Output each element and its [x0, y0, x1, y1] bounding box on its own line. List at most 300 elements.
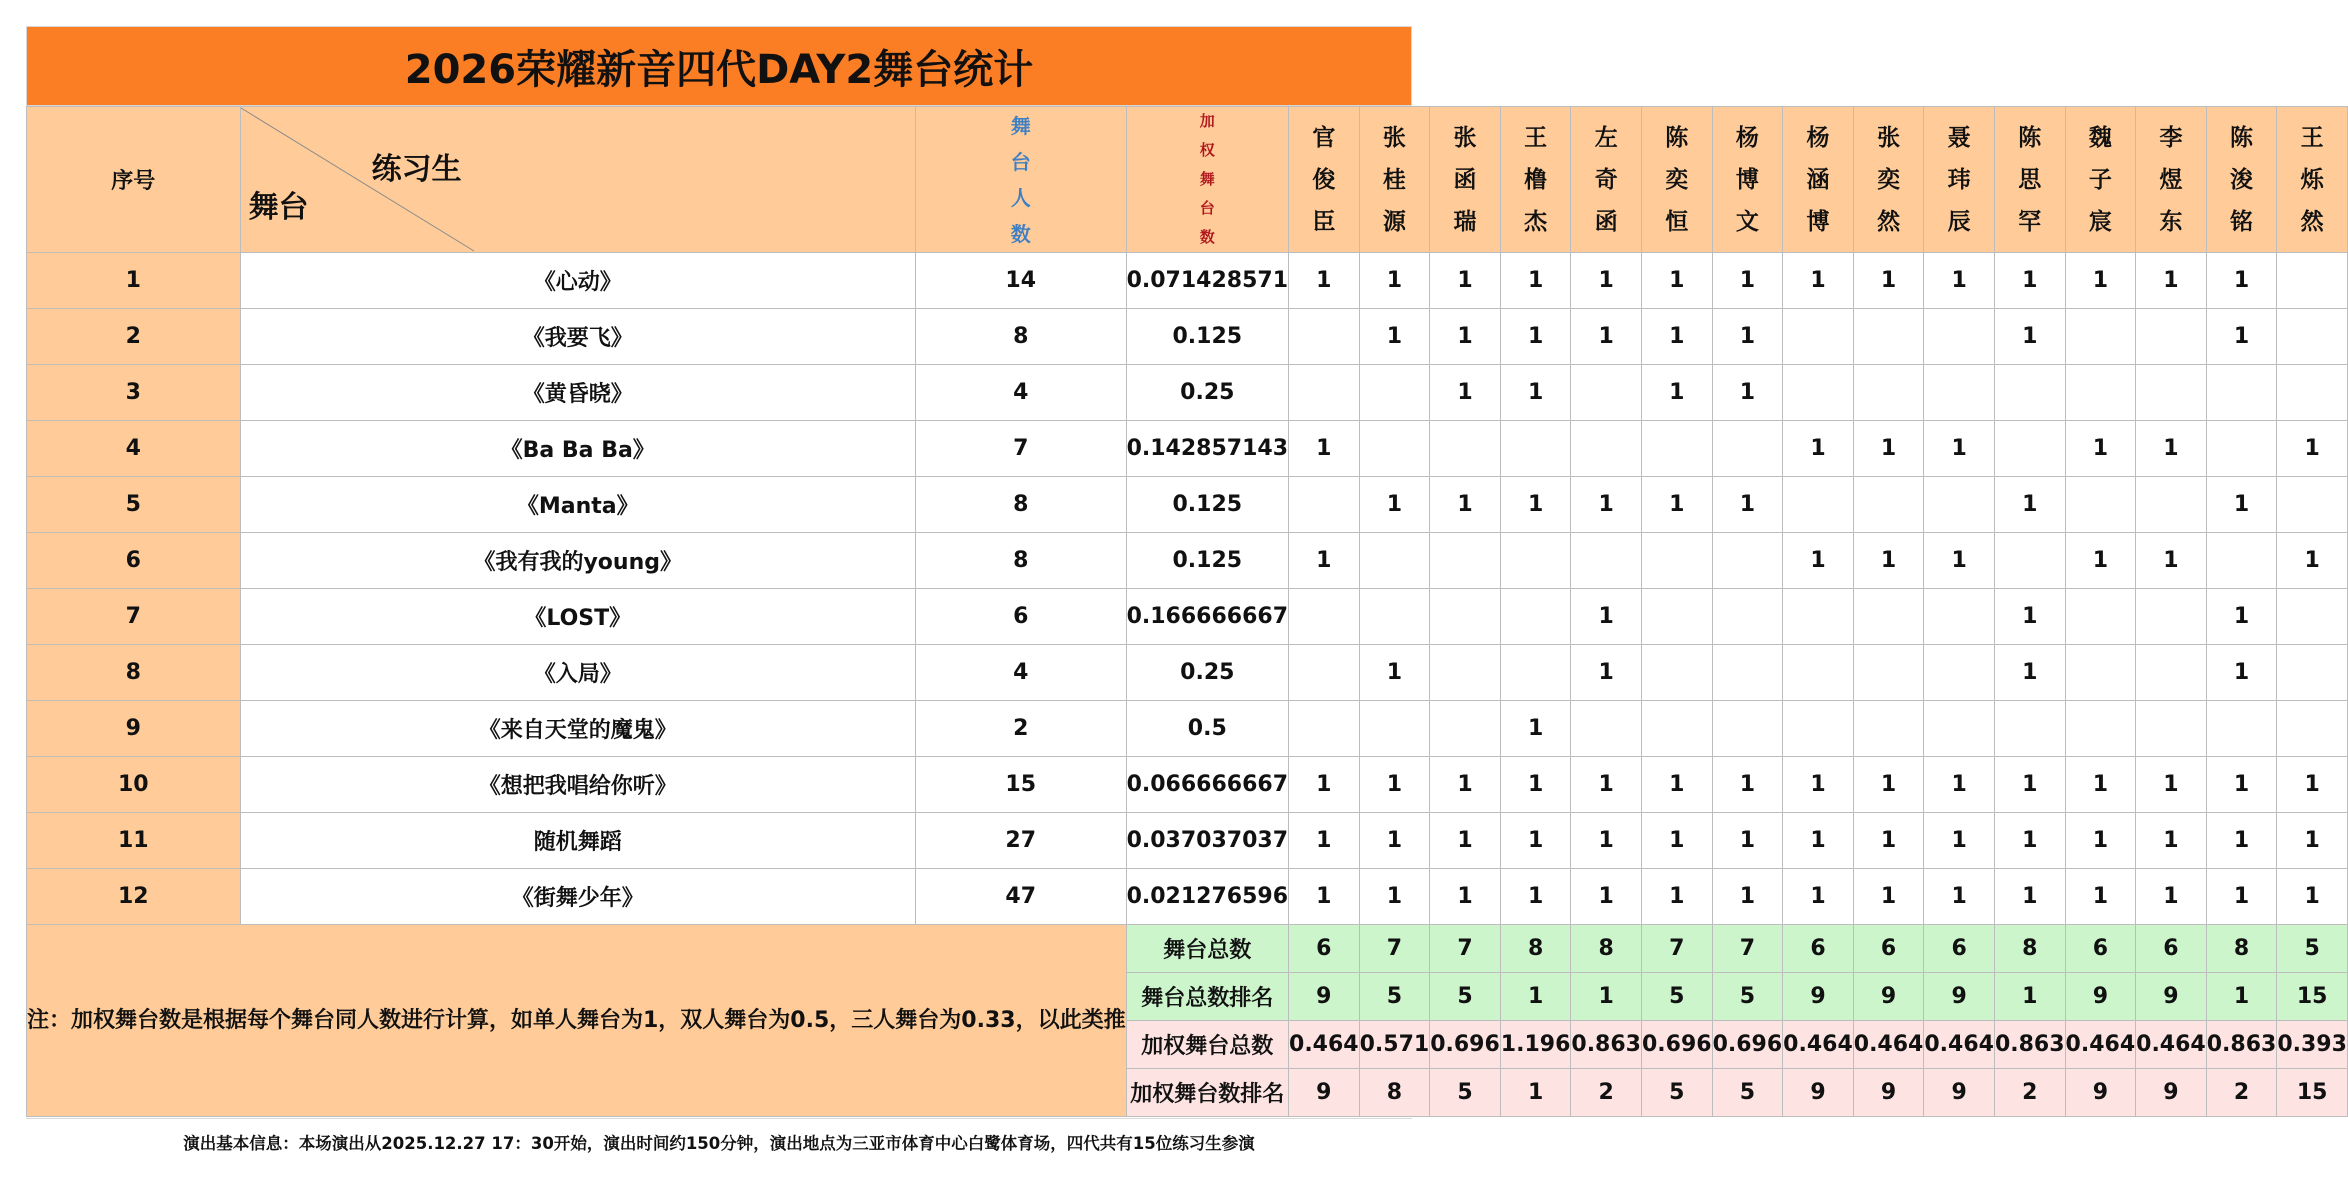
table-row — [27, 869, 2348, 925]
participation-cell: 1 — [1430, 309, 1501, 365]
trainee-name: 王烁然 — [2300, 124, 2324, 235]
participation-cell: 1 — [2277, 813, 2348, 869]
participation-cell: 1 — [2065, 421, 2136, 477]
participation-cell: 1 — [2206, 645, 2277, 701]
summary-value: 7 — [1359, 925, 1430, 973]
participation-cell — [1430, 645, 1501, 701]
trainee-name: 王橹杰 — [1524, 124, 1548, 235]
participation-cell: 1 — [1712, 813, 1783, 869]
participation-cell — [1500, 421, 1571, 477]
participation-cell — [1853, 365, 1924, 421]
participation-cell — [1289, 589, 1360, 645]
participation-cell — [2065, 477, 2136, 533]
summary-value: 9 — [1783, 1069, 1854, 1117]
participation-cell: 1 — [1641, 477, 1712, 533]
summary-value: 6 — [2136, 925, 2207, 973]
summary-value: 6 — [1783, 925, 1854, 973]
summary-value: 5 — [1430, 973, 1501, 1021]
participation-cell: 1 — [1994, 477, 2065, 533]
participation-cell: 1 — [2065, 533, 2136, 589]
participation-cell — [2206, 421, 2277, 477]
stage-name: 《入局》 — [240, 645, 915, 701]
participation-cell: 1 — [2136, 869, 2207, 925]
table-row — [27, 533, 2348, 589]
participation-cell — [1571, 701, 1642, 757]
summary-value: 7 — [1641, 925, 1712, 973]
sheet-title: 2026荣耀新音四代DAY2舞台统计 — [26, 26, 1412, 106]
participation-cell — [1783, 365, 1854, 421]
participation-cell: 1 — [1430, 477, 1501, 533]
stage-name: 《黄昏晓》 — [240, 365, 915, 421]
weighted-stage-value: 0.071428571 — [1126, 253, 1288, 309]
participation-cell: 1 — [1359, 869, 1430, 925]
table-row — [27, 701, 2348, 757]
participation-cell — [1783, 701, 1854, 757]
participation-cell: 1 — [1712, 365, 1783, 421]
stage-member-count: 27 — [915, 813, 1126, 869]
row-index: 7 — [27, 589, 241, 645]
participation-cell: 1 — [1289, 757, 1360, 813]
summary-value: 2 — [1994, 1069, 2065, 1117]
summary-value: 6 — [1853, 925, 1924, 973]
stats-sheet — [26, 26, 2347, 1164]
summary-label: 舞台总数排名 — [1126, 973, 1288, 1021]
summary-value: 1 — [1571, 973, 1642, 1021]
trainee-header-4 — [1500, 107, 1571, 253]
participation-cell — [1853, 701, 1924, 757]
participation-cell: 1 — [1853, 421, 1924, 477]
participation-cell: 1 — [2277, 421, 2348, 477]
participation-cell: 1 — [2136, 757, 2207, 813]
participation-cell: 1 — [1783, 869, 1854, 925]
table-row — [27, 253, 2348, 309]
participation-cell — [1924, 309, 1995, 365]
summary-value: 9 — [2136, 1069, 2207, 1117]
participation-cell — [1571, 421, 1642, 477]
summary-value: 9 — [1289, 973, 1360, 1021]
participation-cell: 1 — [2277, 869, 2348, 925]
participation-cell — [2136, 589, 2207, 645]
weighted-stage-value: 0.142857143 — [1126, 421, 1288, 477]
participation-cell — [1641, 645, 1712, 701]
participation-cell — [1359, 701, 1430, 757]
trainee-header-10 — [1924, 107, 1995, 253]
summary-value: 0.393 — [2277, 1021, 2348, 1069]
participation-cell: 1 — [1641, 869, 1712, 925]
participation-cell: 1 — [2065, 253, 2136, 309]
trainee-name: 左奇函 — [1594, 124, 1618, 235]
summary-value: 0.571 — [1359, 1021, 1430, 1069]
participation-cell: 1 — [2206, 477, 2277, 533]
participation-cell — [2277, 645, 2348, 701]
participation-cell — [1783, 477, 1854, 533]
participation-cell: 1 — [1430, 869, 1501, 925]
summary-value: 9 — [1924, 1069, 1995, 1117]
trainee-axis-label: 练习生 — [371, 152, 462, 187]
weighted-stage-value: 0.125 — [1126, 477, 1288, 533]
summary-value: 9 — [2065, 1069, 2136, 1117]
summary-value: 9 — [1924, 973, 1995, 1021]
participation-cell — [2277, 477, 2348, 533]
summary-value: 5 — [1712, 973, 1783, 1021]
trainee-header-5 — [1571, 107, 1642, 253]
trainee-name: 陈奕恒 — [1665, 124, 1689, 235]
row-index: 8 — [27, 645, 241, 701]
participation-cell — [1712, 421, 1783, 477]
participation-cell: 1 — [1289, 253, 1360, 309]
participation-cell: 1 — [2065, 757, 2136, 813]
participation-cell: 1 — [1500, 757, 1571, 813]
participation-cell — [2136, 477, 2207, 533]
participation-cell: 1 — [1500, 477, 1571, 533]
participation-cell: 1 — [1924, 757, 1995, 813]
summary-value: 5 — [1641, 1069, 1712, 1117]
trainee-name: 张桂源 — [1382, 124, 1406, 235]
participation-cell: 1 — [2065, 869, 2136, 925]
trainee-name: 陈浚铭 — [2230, 124, 2254, 235]
index-header: 序号 — [27, 107, 241, 253]
stage-member-count: 8 — [915, 309, 1126, 365]
participation-cell: 1 — [1500, 813, 1571, 869]
participation-cell: 1 — [1924, 813, 1995, 869]
participation-cell: 1 — [1994, 589, 2065, 645]
summary-value: 9 — [1853, 973, 1924, 1021]
members-header-label: 舞台人数 — [1010, 113, 1031, 246]
summary-value: 0.464 — [1289, 1021, 1360, 1069]
participation-cell: 1 — [2136, 533, 2207, 589]
summary-value: 0.464 — [1783, 1021, 1854, 1069]
participation-cell — [2136, 309, 2207, 365]
summary-value: 8 — [1994, 925, 2065, 973]
trainee-header-11 — [1994, 107, 2065, 253]
trainee-name: 杨博文 — [1735, 124, 1759, 235]
participation-cell — [1289, 309, 1360, 365]
participation-cell: 1 — [1924, 533, 1995, 589]
trainee-name: 张函瑞 — [1453, 124, 1477, 235]
summary-value: 1.196 — [1500, 1021, 1571, 1069]
participation-cell: 1 — [2277, 757, 2348, 813]
participation-cell: 1 — [1289, 533, 1360, 589]
trainee-header-6 — [1641, 107, 1712, 253]
participation-cell: 1 — [1641, 757, 1712, 813]
participation-cell: 1 — [1924, 253, 1995, 309]
header-row — [27, 107, 2348, 253]
participation-cell: 1 — [1994, 757, 2065, 813]
summary-value: 1 — [1994, 973, 2065, 1021]
weighted-stage-value: 0.125 — [1126, 309, 1288, 365]
row-index: 12 — [27, 869, 241, 925]
participation-cell: 1 — [1994, 645, 2065, 701]
stage-name: 《想把我唱给你听》 — [240, 757, 915, 813]
participation-cell — [1712, 589, 1783, 645]
participation-cell: 1 — [1289, 869, 1360, 925]
table-row — [27, 477, 2348, 533]
participation-cell: 1 — [2065, 813, 2136, 869]
participation-cell: 1 — [1430, 253, 1501, 309]
weight-header — [1126, 107, 1288, 253]
table-row — [27, 421, 2348, 477]
row-index: 2 — [27, 309, 241, 365]
summary-value: 5 — [1359, 973, 1430, 1021]
participation-cell: 1 — [1571, 757, 1642, 813]
participation-cell — [1783, 645, 1854, 701]
stage-member-count: 4 — [915, 365, 1126, 421]
participation-cell — [1853, 477, 1924, 533]
weighted-stage-value: 0.066666667 — [1126, 757, 1288, 813]
row-index: 10 — [27, 757, 241, 813]
participation-cell — [1289, 645, 1360, 701]
trainee-name: 魏子宸 — [2088, 124, 2112, 235]
table-row — [27, 589, 2348, 645]
row-index: 3 — [27, 365, 241, 421]
stage-member-count: 4 — [915, 645, 1126, 701]
participation-cell — [1430, 533, 1501, 589]
summary-value: 8 — [1571, 925, 1642, 973]
participation-cell: 1 — [2206, 813, 2277, 869]
stage-member-count: 2 — [915, 701, 1126, 757]
participation-cell — [2065, 645, 2136, 701]
participation-cell: 1 — [2206, 869, 2277, 925]
participation-cell — [1500, 533, 1571, 589]
participation-cell: 1 — [1783, 813, 1854, 869]
participation-cell — [2065, 589, 2136, 645]
participation-cell: 1 — [1359, 309, 1430, 365]
participation-cell: 1 — [1924, 869, 1995, 925]
summary-value: 15 — [2277, 1069, 2348, 1117]
stage-member-count: 15 — [915, 757, 1126, 813]
participation-cell — [2206, 365, 2277, 421]
summary-value: 8 — [1359, 1069, 1430, 1117]
summary-value: 0.696 — [1641, 1021, 1712, 1069]
summary-value: 9 — [1289, 1069, 1360, 1117]
participation-cell — [1500, 645, 1571, 701]
participation-cell: 1 — [1641, 813, 1712, 869]
participation-cell: 1 — [1430, 813, 1501, 869]
participation-cell: 1 — [1853, 869, 1924, 925]
stage-name: 《Ba Ba Ba》 — [240, 421, 915, 477]
stage-axis-label: 舞台 — [248, 190, 309, 225]
participation-cell: 1 — [1641, 309, 1712, 365]
participation-cell: 1 — [1924, 421, 1995, 477]
row-index: 6 — [27, 533, 241, 589]
summary-value: 1 — [2206, 973, 2277, 1021]
participation-cell: 1 — [2206, 253, 2277, 309]
participation-cell — [2277, 589, 2348, 645]
summary-value: 9 — [2065, 973, 2136, 1021]
trainee-name: 聂玮辰 — [1947, 124, 1971, 235]
participation-cell: 1 — [1712, 477, 1783, 533]
participation-cell — [1571, 365, 1642, 421]
summary-label: 加权舞台数排名 — [1126, 1069, 1288, 1117]
summary-value: 9 — [1853, 1069, 1924, 1117]
row-index: 1 — [27, 253, 241, 309]
summary-value: 15 — [2277, 973, 2348, 1021]
participation-cell — [1994, 701, 2065, 757]
participation-cell: 1 — [1994, 253, 2065, 309]
row-index: 11 — [27, 813, 241, 869]
trainee-name: 张奕然 — [1877, 124, 1901, 235]
participation-cell: 1 — [1359, 813, 1430, 869]
participation-cell — [1289, 365, 1360, 421]
participation-cell: 1 — [1289, 421, 1360, 477]
table-row — [27, 309, 2348, 365]
participation-cell: 1 — [1359, 757, 1430, 813]
trainee-header-8 — [1783, 107, 1854, 253]
corner-header — [240, 107, 915, 253]
summary-value: 8 — [2206, 925, 2277, 973]
stage-member-count: 6 — [915, 589, 1126, 645]
participation-cell — [1712, 645, 1783, 701]
trainee-header-14 — [2206, 107, 2277, 253]
stage-member-count: 14 — [915, 253, 1126, 309]
stage-name: 《Manta》 — [240, 477, 915, 533]
participation-cell — [2277, 309, 2348, 365]
participation-cell: 1 — [1571, 645, 1642, 701]
participation-cell — [1853, 645, 1924, 701]
participation-cell — [1994, 365, 2065, 421]
participation-cell — [2065, 365, 2136, 421]
participation-cell: 1 — [1712, 253, 1783, 309]
row-index: 4 — [27, 421, 241, 477]
stage-member-count: 8 — [915, 477, 1126, 533]
stage-name: 《LOST》 — [240, 589, 915, 645]
stage-name: 《来自天堂的魔鬼》 — [240, 701, 915, 757]
participation-cell: 1 — [1853, 813, 1924, 869]
weighted-stage-value: 0.25 — [1126, 365, 1288, 421]
participation-cell — [1924, 477, 1995, 533]
participation-cell: 1 — [1783, 533, 1854, 589]
row-index: 9 — [27, 701, 241, 757]
summary-value: 5 — [1712, 1069, 1783, 1117]
participation-cell — [1500, 589, 1571, 645]
participation-cell: 1 — [1500, 701, 1571, 757]
participation-cell: 1 — [2136, 253, 2207, 309]
participation-cell: 1 — [1641, 365, 1712, 421]
note-text: 注：加权舞台数是根据每个舞台同人数进行计算，如单人舞台为1，双人舞台为0.5，三人舞台为0.33，以此类推 — [27, 925, 1127, 1117]
trainee-header-12 — [2065, 107, 2136, 253]
trainee-name: 李煜东 — [2159, 124, 2183, 235]
participation-cell: 1 — [2206, 309, 2277, 365]
stage-name: 《街舞少年》 — [240, 869, 915, 925]
summary-value: 9 — [2136, 973, 2207, 1021]
participation-cell — [2277, 365, 2348, 421]
participation-cell: 1 — [1712, 757, 1783, 813]
participation-cell — [1641, 533, 1712, 589]
summary-value: 0.863 — [1994, 1021, 2065, 1069]
participation-cell: 1 — [2206, 589, 2277, 645]
summary-label: 舞台总数 — [1126, 925, 1288, 973]
trainee-header-13 — [2136, 107, 2207, 253]
participation-cell — [1641, 421, 1712, 477]
participation-cell — [1924, 589, 1995, 645]
participation-cell — [1994, 533, 2065, 589]
summary-row — [27, 925, 2348, 973]
stage-name: 《我要飞》 — [240, 309, 915, 365]
trainee-name: 杨涵博 — [1806, 124, 1830, 235]
summary-value: 0.464 — [2065, 1021, 2136, 1069]
participation-cell: 1 — [1712, 869, 1783, 925]
weighted-stage-value: 0.021276596 — [1126, 869, 1288, 925]
summary-value: 9 — [1783, 973, 1854, 1021]
trainee-header-3 — [1430, 107, 1501, 253]
participation-cell — [2065, 701, 2136, 757]
participation-cell — [1783, 589, 1854, 645]
table-row — [27, 365, 2348, 421]
row-index: 5 — [27, 477, 241, 533]
summary-value: 0.863 — [2206, 1021, 2277, 1069]
summary-value: 8 — [1500, 925, 1571, 973]
participation-cell: 1 — [2206, 757, 2277, 813]
weighted-stage-value: 0.037037037 — [1126, 813, 1288, 869]
participation-cell — [2065, 309, 2136, 365]
participation-cell — [1783, 309, 1854, 365]
participation-cell: 1 — [1289, 813, 1360, 869]
participation-cell — [2136, 645, 2207, 701]
stage-name: 随机舞蹈 — [240, 813, 915, 869]
participation-cell — [1924, 645, 1995, 701]
trainee-header-2 — [1359, 107, 1430, 253]
stage-member-count: 7 — [915, 421, 1126, 477]
summary-value: 7 — [1712, 925, 1783, 973]
summary-value: 2 — [1571, 1069, 1642, 1117]
participation-cell: 1 — [1571, 253, 1642, 309]
footer-info: 演出基本信息：本场演出从2025.12.27 17：30开始，演出时间约150分钟，演出地点为三亚市体育中心白鹭体育场，四代共有15位练习生参演 — [26, 1118, 1412, 1165]
participation-cell: 1 — [1712, 309, 1783, 365]
participation-cell — [1289, 477, 1360, 533]
participation-cell — [1359, 421, 1430, 477]
summary-value: 0.464 — [1924, 1021, 1995, 1069]
summary-value: 0.696 — [1430, 1021, 1501, 1069]
trainee-header-7 — [1712, 107, 1783, 253]
participation-cell — [1430, 589, 1501, 645]
participation-cell: 1 — [1641, 253, 1712, 309]
participation-cell: 1 — [1783, 421, 1854, 477]
participation-cell: 1 — [1994, 869, 2065, 925]
participation-cell: 1 — [1571, 309, 1642, 365]
participation-cell: 1 — [1500, 365, 1571, 421]
participation-cell: 1 — [1571, 589, 1642, 645]
table-row — [27, 757, 2348, 813]
participation-cell — [1359, 365, 1430, 421]
participation-cell — [1289, 701, 1360, 757]
participation-cell: 1 — [1500, 253, 1571, 309]
participation-cell — [1712, 533, 1783, 589]
participation-cell — [1571, 533, 1642, 589]
stage-member-count: 8 — [915, 533, 1126, 589]
participation-cell: 1 — [1359, 253, 1430, 309]
summary-value: 1 — [1500, 1069, 1571, 1117]
participation-cell: 1 — [1783, 757, 1854, 813]
weighted-stage-value: 0.125 — [1126, 533, 1288, 589]
summary-value: 6 — [1924, 925, 1995, 973]
participation-cell — [1853, 589, 1924, 645]
trainee-header-9 — [1853, 107, 1924, 253]
participation-cell: 1 — [1571, 869, 1642, 925]
participation-cell: 1 — [2136, 813, 2207, 869]
participation-cell: 1 — [1783, 253, 1854, 309]
stage-name: 《心动》 — [240, 253, 915, 309]
participation-cell — [1430, 421, 1501, 477]
participation-cell — [1359, 533, 1430, 589]
participation-cell: 1 — [2277, 533, 2348, 589]
weighted-stage-value: 0.166666667 — [1126, 589, 1288, 645]
summary-value: 1 — [1500, 973, 1571, 1021]
participation-cell: 1 — [1853, 253, 1924, 309]
summary-value: 5 — [1641, 973, 1712, 1021]
summary-value: 0.863 — [1571, 1021, 1642, 1069]
participation-cell — [1853, 309, 1924, 365]
trainee-header-15 — [2277, 107, 2348, 253]
